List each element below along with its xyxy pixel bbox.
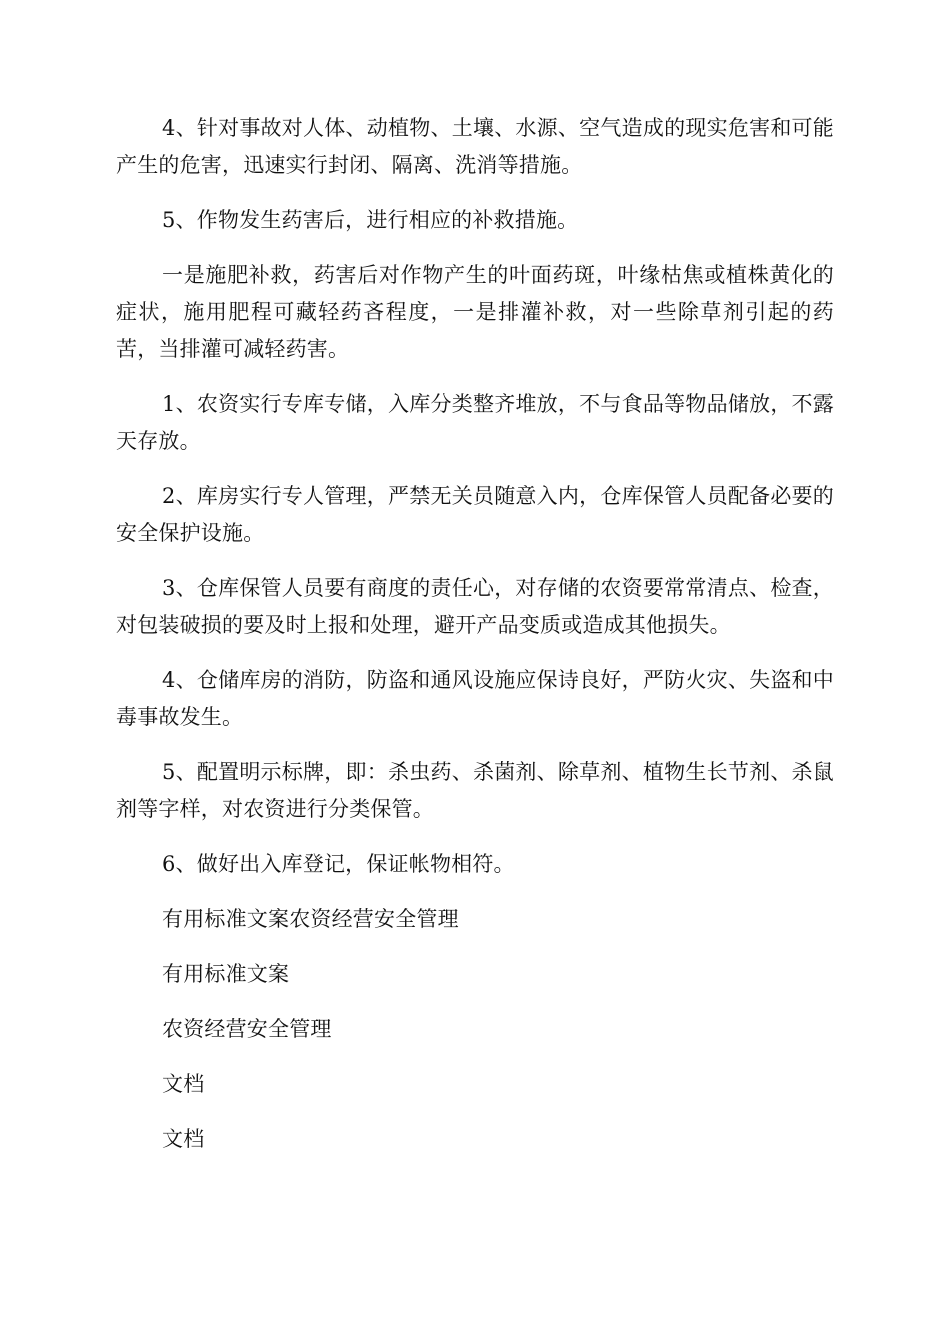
paragraph-title-standard: 有用标准文案 (162, 962, 290, 986)
paragraph-title-safety: 农资经营安全管理 (162, 1017, 332, 1041)
paragraph-warehouse-management: 2、库房实行专人管理，严禁无关员随意入内，仓库保管人员配备必要的安全保护设施。 (116, 484, 834, 545)
paragraph-document-label-2: 文档 (162, 1127, 205, 1151)
paragraph-dedicated-storage: 1、农资实行专库专储，入库分类整齐堆放，不与食品等物品储放，不露天存放。 (116, 392, 834, 453)
paragraph-registration: 6、做好出入库登记，保证帐物相符。 (162, 852, 515, 876)
paragraph-title-combined: 有用标准文案农资经营安全管理 (162, 907, 459, 931)
paragraph-document-label-1: 文档 (162, 1072, 205, 1096)
paragraph-accident-measures: 4、针对事故对人体、动植物、土壤、水源、空气造成的现实危害和可能产生的危害，迅速实行封闭、隔离、洗消等措施。 (116, 116, 834, 177)
paragraph-fertilizer-remedy: 一是施肥补救，药害后对作物产生的叶面药斑，叶缘枯焦或植株黄化的症状，施用肥程可藏轻药吝程度，一是排灌补救，对一些除草剂引起的药苦，当排灌可减轻药害。 (116, 263, 834, 361)
document-body (116, 110, 834, 1176)
paragraph-labeling: 5、配置明示标牌，即：杀虫药、杀菌剂、除草剂、植物生长节剂、杀鼠剂等字样，对农资进行分类保管。 (116, 760, 834, 821)
paragraph-remedial-measures: 5、作物发生药害后，进行相应的补救措施。 (162, 208, 579, 232)
paragraph-keeper-responsibility: 3、仓库保管人员要有商度的责任心，对存储的农资要常常清点、检查，对包装破损的要及时上报和处理，避开产品变质或造成其他损失。 (116, 576, 834, 637)
paragraph-fire-prevention: 4、仓储库房的消防，防盗和通风设施应保诗良好，严防火灾、失盗和中毒事故发生。 (116, 668, 834, 729)
